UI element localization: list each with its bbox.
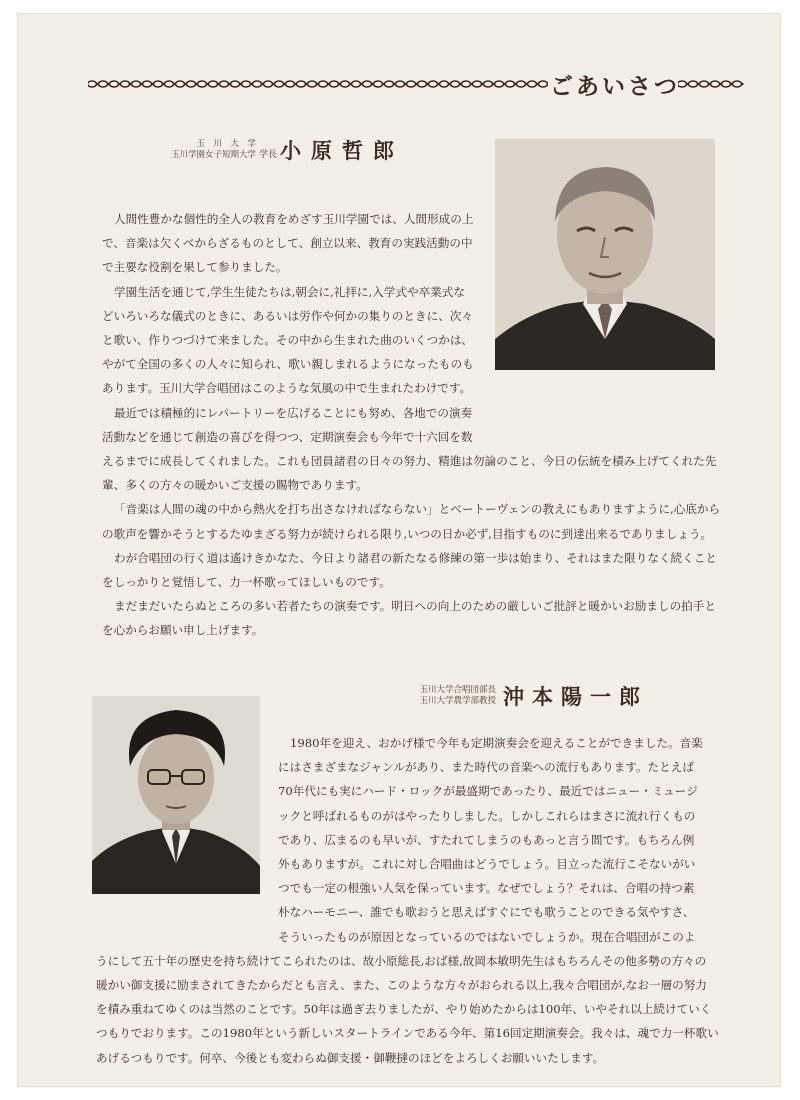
speaker1-name: 小原哲郎	[280, 138, 404, 163]
message-line: つもりでおります。この1980年という新しいスタートラインである今年、第16回定期演奏会。我々は、魂で力一杯歌い	[96, 1026, 719, 1041]
message-line: わが合唱団の行く道は遙けきかなた、今日より諸君の新たなる修練の第一歩は始まり、それはまた限りなく続くこと	[114, 550, 717, 565]
speaker1-message	[102, 207, 720, 643]
message-line: 1980年を迎え、おかげ様で今年も定期演奏会を迎えることができました。音楽	[290, 736, 703, 750]
message-line: ックと呼ばれるものがはやったりしました。しかしこれらはまさに流れ行くもの	[278, 808, 696, 823]
header-ornament-left	[88, 79, 548, 89]
speaker2-message	[96, 731, 719, 1070]
message-line: あります。玉川大学合唱団はこのような気風の中で生まれたわけです。	[102, 381, 472, 396]
speaker2-affiliation	[396, 685, 496, 707]
speaker1-role: 学長	[259, 150, 278, 160]
message-line: 学園生活を通じて,学生生徒たちは,朝会に,礼拝に,入学式や卒業式な	[114, 284, 465, 299]
message-line: 輩、多くの方々の暖かいご支援の賜物であります。	[102, 478, 368, 493]
message-line: をしっかりと覚悟して、力一杯歌ってほしいものです。	[102, 575, 391, 590]
message-line: 最近では積極的にレパートリーを広げることにも努め、各地での演奏	[114, 405, 473, 420]
speaker2-name: 沖本陽一郎	[503, 684, 648, 709]
message-line: どいろいろな儀式のときに、あるいは労作や何かの集りのときに、次々	[102, 308, 474, 323]
message-line: やがて全国の多くの人々に知られ、歌い親しまれるようになったものも	[102, 357, 474, 372]
message-line: 「音楽は人間の魂の中から熱火を打ち出さなければならない」とベートーヴェンの教えにもありますように,心底から	[114, 502, 721, 517]
chain-ornament-icon	[88, 79, 548, 89]
message-line: まだまだいたらぬところの多い若者たちの演奏です。明日への向上のための厳しいご批評と暖かいお励ましの拍手と	[114, 599, 716, 614]
chain-ornament-icon	[678, 79, 744, 89]
message-line: うにして五十年の歴史を持ち続けてこられたのは、故小原総長,おば様,故岡本敏明先生はもちろんその他多勢の方々の	[96, 953, 707, 968]
speaker2-photo	[92, 696, 260, 894]
message-line: であり、広まるのも早いが、すたれてしまうのもあっと言う間です。もちろん例	[278, 832, 695, 847]
message-line: 外もありますが。これに対し合唱曲はどうでしょう。目立った流行こそないがい	[278, 857, 696, 872]
message-line: 人間性豊かな個性的全人の教育をめざす玉川学園では、人間形成の上	[114, 212, 474, 226]
portrait-photo-icon	[92, 696, 260, 894]
message-line: にはさまざまなジャンルがあり、また時代の音楽への流行もあります。たとえば	[278, 760, 694, 775]
message-line: つでも一定の根強い人気を保っています。なぜでしょう？それは、合唱の持つ素	[278, 881, 695, 896]
speaker2-affiliation-line: 玉川大学合唱団部長	[419, 685, 496, 695]
speaker1-affiliation-line: 玉川学園女子短期大学	[170, 150, 256, 160]
message-line: あげるつもりです。何卒、今後とも変わらぬ御支援・御鞭撻のほどをよろしくお願いいたします。	[96, 1050, 605, 1065]
message-line: そういったものが原因となっているのではないでしょうか。現在合唱団がこのよ	[278, 929, 696, 944]
message-line: 朴なハーモニー、誰でも歌おうと思えばすぐにでも歌うことのできる気やすさ、	[278, 905, 695, 920]
message-line: 暖かい御支援に励まされてきたからだとも言え、また、このような方々がおられる以上,我々合唱団が,なお一層の努力	[96, 978, 707, 993]
message-line: を積み重ねてゆくのは当然のことです。50年は過ぎ去りましたが、やり始めたからは100年、いやそれ以上続けていく	[96, 1002, 712, 1017]
speaker2-affiliation-line: 玉川大学農学部教授	[419, 696, 496, 706]
message-line: で、音楽は欠くべからざるものとして、創立以来、教育の実践活動の中	[102, 236, 473, 251]
message-line: 70年代にも実にハード・ロックが最盛期であったり、最近ではニュー・ミュージ	[278, 784, 698, 799]
message-line: で主要な役割を果して参りました。	[102, 260, 288, 275]
speaker1-affiliation	[156, 139, 256, 161]
header-ornament-right	[678, 79, 744, 89]
page	[18, 14, 780, 1086]
page-title: ごあいさつ	[550, 73, 680, 100]
message-line: と歌い、作りつづけて来ました。その中から生まれた曲のいくつかは、	[102, 333, 474, 348]
message-line: を心からお願い申し上げます。	[102, 623, 264, 638]
message-line: 活動などを通じて創造の喜びを得つつ、定期演奏会も今年で十六回を数	[102, 429, 473, 444]
message-line: えるまでに成長してくれました。これも団員諸君の日々の努力、精進は勿論のこと、今日の伝統を積み上げてくれた先	[102, 454, 717, 469]
message-line: の歌声を響かそうとするたゆまざる努力が続けられる限り,いつの日か必ず,目指すものに到達出来るでありましょう。	[102, 526, 713, 541]
speaker1-affiliation-line: 玉 川 大 学	[196, 139, 256, 149]
